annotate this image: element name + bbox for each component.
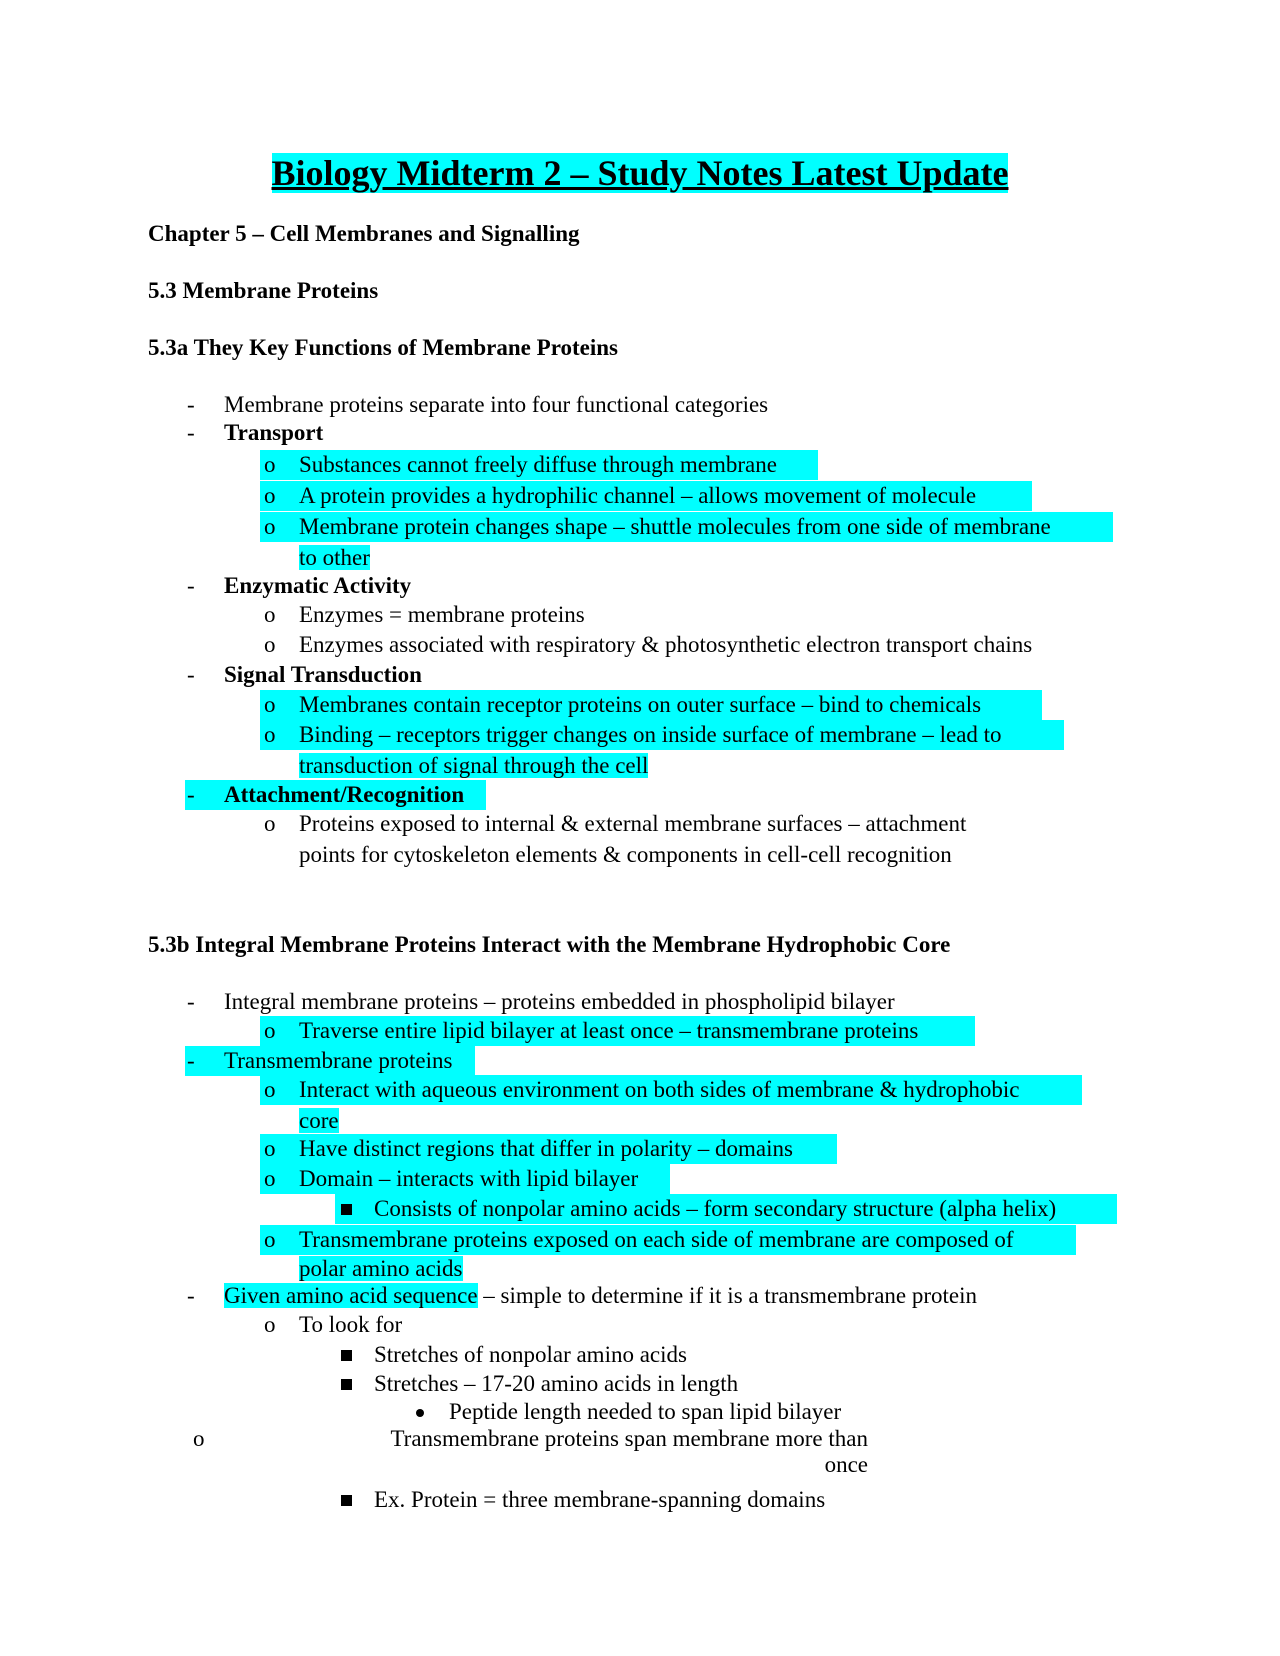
list-subitem-tm4-cont: polar amino acids xyxy=(299,1256,463,1281)
circle-bullet: o xyxy=(264,1018,276,1043)
list-subitem-tm1: Interact with aqueous environment on both sides of membrane & hydrophobic xyxy=(299,1077,1020,1102)
dash-bullet: - xyxy=(187,1283,195,1308)
list-subitem-look: To look for xyxy=(299,1312,403,1337)
list-subitem-r1: Proteins exposed to internal & external membrane surfaces – attachment xyxy=(299,811,967,836)
circle-bullet: o xyxy=(264,692,276,717)
dash-bullet: - xyxy=(187,989,195,1014)
circle-bullet: o xyxy=(264,1136,276,1161)
list-subitem-t3-cont: to other xyxy=(299,545,370,570)
circle-bullet: o xyxy=(264,514,276,539)
list-item-intro: Membrane proteins separate into four functional categories xyxy=(224,392,769,417)
page-title: Biology Midterm 2 – Study Notes Latest Update xyxy=(271,153,1009,193)
dash-bullet: - xyxy=(187,392,195,417)
circle-bullet: o xyxy=(264,1227,276,1252)
list-subitem-e2: Enzymes associated with respiratory & photosynthetic electron transport chains xyxy=(299,632,1033,657)
list-item-span: Transmembrane proteins span membrane more than once xyxy=(390,1426,868,1477)
list-subitem-t1: Substances cannot freely diffuse through membrane xyxy=(299,452,777,477)
list-item-transmembrane: Transmembrane proteins xyxy=(224,1048,453,1073)
list-subsubitem-l1: Stretches of nonpolar amino acids xyxy=(374,1342,687,1367)
list-subsubitem-tm3s: Consists of nonpolar amino acids – form secondary structure (alpha helix) xyxy=(374,1196,1057,1221)
dash-bullet: - xyxy=(187,420,195,445)
square-bullet-icon xyxy=(341,1495,352,1506)
dash-bullet: - xyxy=(187,1048,195,1073)
round-bullet-icon xyxy=(416,1409,424,1417)
list-subitem-tm1-cont: core xyxy=(299,1108,339,1133)
circle-bullet: o xyxy=(264,1077,276,1102)
circle-bullet: o xyxy=(264,602,276,627)
list-subitem-r1-cont: points for cytoskeleton elements & components in cell-cell recognition xyxy=(299,842,952,867)
list-subsubitem-ex: Ex. Protein = three membrane-spanning domains xyxy=(374,1487,826,1512)
chapter-heading: Chapter 5 – Cell Membranes and Signalling xyxy=(148,221,580,246)
list-subitem-t3: Membrane protein changes shape – shuttle molecules from one side of membrane xyxy=(299,514,1051,539)
circle-bullet: o xyxy=(264,811,276,836)
list-subsubitem-l2: Stretches – 17-20 amino acids in length xyxy=(374,1371,739,1396)
list-item-attachment: Attachment/Recognition xyxy=(224,782,465,807)
dash-bullet: - xyxy=(187,782,195,807)
list-subitem-e1: Enzymes = membrane proteins xyxy=(299,602,585,627)
square-bullet-icon xyxy=(341,1204,352,1215)
section-heading-5-3b: 5.3b Integral Membrane Proteins Interact with the Membrane Hydrophobic Core xyxy=(148,932,951,957)
dash-bullet: - xyxy=(187,573,195,598)
list-subitem-tm4: Transmembrane proteins exposed on each side of membrane are composed of xyxy=(299,1227,1014,1252)
list-item-enzymatic: Enzymatic Activity xyxy=(224,573,412,598)
section-heading-5-3: 5.3 Membrane Proteins xyxy=(148,278,379,303)
dash-bullet: - xyxy=(187,662,195,687)
list-subitem-tm3: Domain – interacts with lipid bilayer xyxy=(299,1166,639,1191)
list-item-given: Given amino acid sequence – simple to determine if it is a transmembrane protein xyxy=(224,1283,978,1308)
square-bullet-icon xyxy=(341,1350,352,1361)
section-heading-5-3a: 5.3a They Key Functions of Membrane Proteins xyxy=(148,335,618,360)
circle-bullet: o xyxy=(193,1426,205,1451)
list-item-signal: Signal Transduction xyxy=(224,662,422,687)
circle-bullet: o xyxy=(264,452,276,477)
list-item-transport: Transport xyxy=(224,420,324,445)
circle-bullet: o xyxy=(264,1166,276,1191)
circle-bullet: o xyxy=(264,483,276,508)
list-subitem-s1: Membranes contain receptor proteins on outer surface – bind to chemicals xyxy=(299,692,982,717)
list-subitem-i1: Traverse entire lipid bilayer at least once – transmembrane proteins xyxy=(299,1018,919,1043)
circle-bullet: o xyxy=(264,632,276,657)
list-subitem-s2: Binding – receptors trigger changes on inside surface of membrane – lead to xyxy=(299,722,1002,747)
circle-bullet: o xyxy=(264,722,276,747)
list-subitem-s2-cont: transduction of signal through the cell xyxy=(299,753,649,778)
list-subitem-tm2: Have distinct regions that differ in polarity – domains xyxy=(299,1136,793,1161)
list-subitem-t2: A protein provides a hydrophilic channel – allows movement of molecule xyxy=(299,483,977,508)
list-item-integral: Integral membrane proteins – proteins embedded in phospholipid bilayer xyxy=(224,989,895,1014)
square-bullet-icon xyxy=(341,1379,352,1390)
circle-bullet: o xyxy=(264,1312,276,1337)
list-level4-l2d: Peptide length needed to span lipid bilayer xyxy=(449,1399,842,1424)
